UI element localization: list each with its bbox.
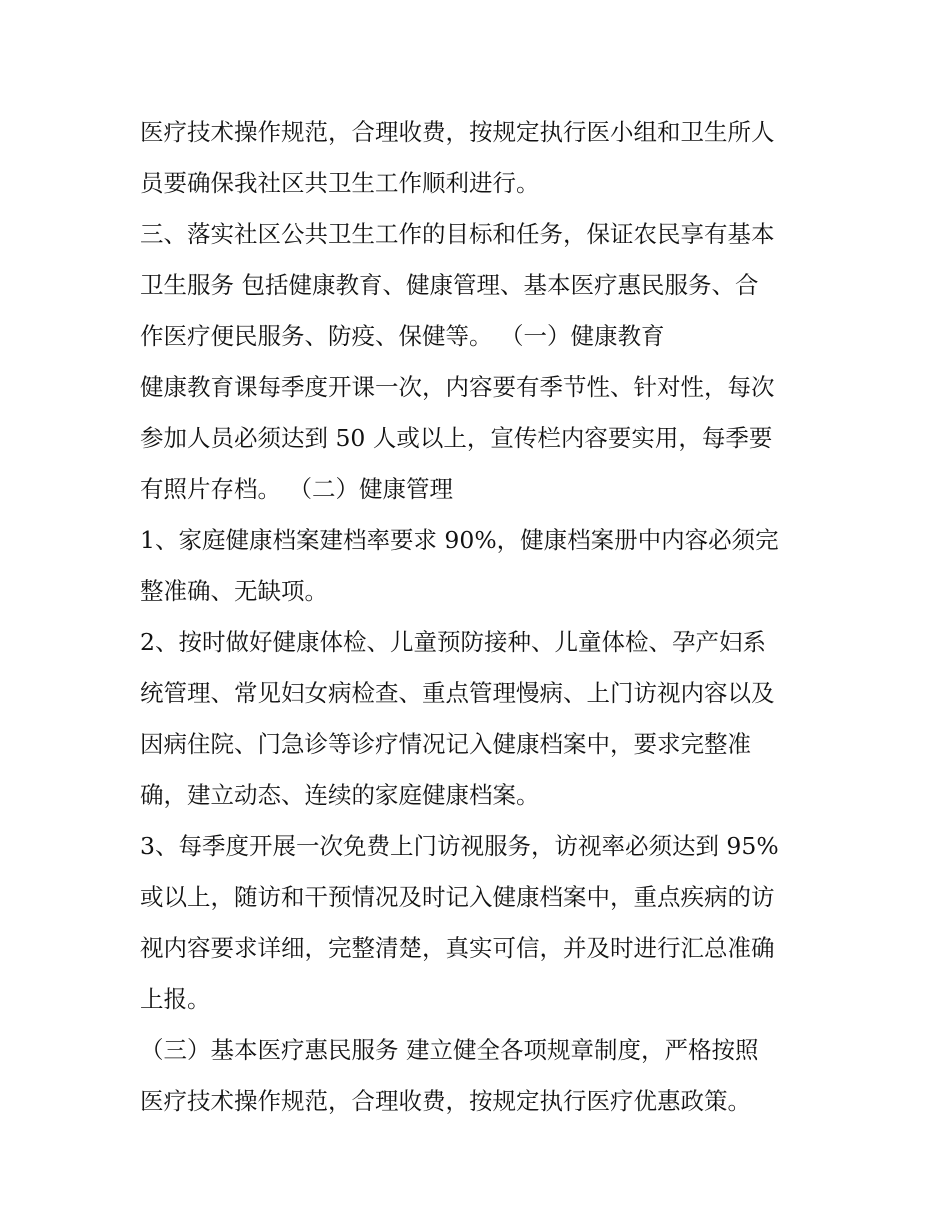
text-line: 因病住院、门急诊等诊疗情况记入健康档案中，要求完整准: [140, 730, 751, 758]
text-line: 或以上，随访和干预情况及时记入健康档案中，重点疾病的访: [140, 883, 775, 911]
text-line: 健康教育课每季度开课一次，内容要有季节性、针对性，每次: [140, 373, 775, 401]
text-line: 2、按时做好健康体检、儿童预防接种、儿童体检、孕产妇系: [140, 628, 766, 656]
text-line: 卫生服务 包括健康教育、健康管理、基本医疗惠民服务、合: [140, 271, 759, 299]
document-body: [140, 107, 820, 1127]
text-line: 确，建立动态、连续的家庭健康档案。: [140, 781, 540, 809]
text-line: 医疗技术操作规范，合理收费，按规定执行医疗优惠政策。: [140, 1087, 751, 1115]
text-line: 统管理、常见妇女病检查、重点管理慢病、上门访视内容以及: [140, 679, 775, 707]
text-line: 参加人员必须达到 50 人或以上，宣传栏内容要实用，每季要: [140, 424, 773, 452]
text-line: 整准确、无缺项。: [140, 577, 328, 605]
text-line: 视内容要求详细，完整清楚，真实可信，并及时进行汇总准确: [140, 934, 775, 962]
text-line: 3、每季度开展一次免费上门访视服务，访视率必须达到 95%: [140, 832, 779, 860]
text-line: 医疗技术操作规范，合理收费，按规定执行医小组和卫生所人: [140, 118, 775, 146]
text-line: 1、家庭健康档案建档率要求 90%，健康档案册中内容必须完: [140, 526, 779, 554]
text-line: 员要确保我社区共卫生工作顺利进行。: [140, 169, 540, 197]
text-line: 有照片存档。 （二）健康管理: [140, 475, 453, 503]
text-line: 上报。: [140, 985, 211, 1013]
text-line: 作医疗便民服务、防疫、保健等。 （一）健康教育: [140, 322, 665, 350]
text-line: （三）基本医疗惠民服务 建立健全各项规章制度，严格按照: [140, 1036, 759, 1064]
text-line: 三、落实社区公共卫生工作的目标和任务，保证农民享有基本: [140, 220, 775, 248]
